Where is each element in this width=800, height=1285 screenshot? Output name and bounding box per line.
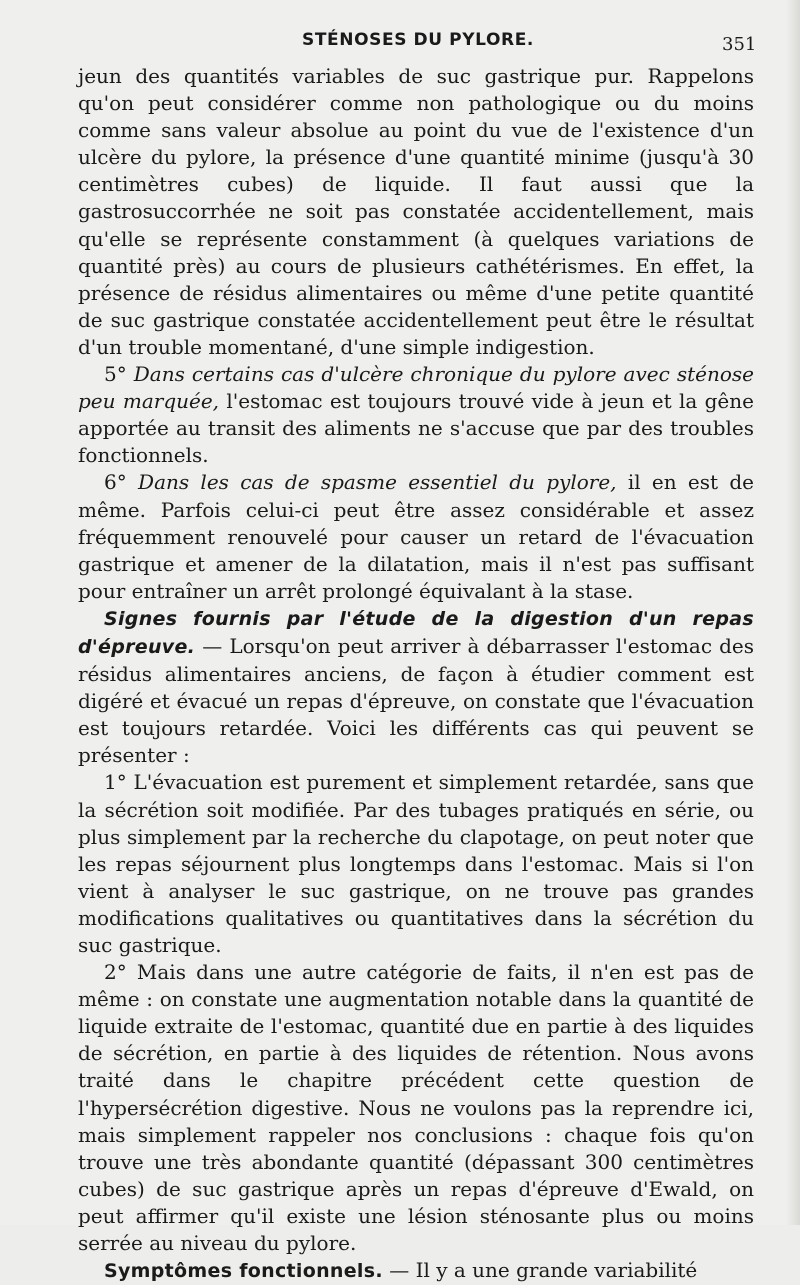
page-number: 351: [722, 34, 757, 55]
paragraph-section-signes: [78, 605, 754, 770]
item-italic-lead: Dans les cas de spasme essentiel du pylore,: [138, 470, 617, 495]
paragraph-text: l'estomac est toujours trouvé vide à jeun et la gêne apportée au transit des aliments ne s'accuse que par des troubles fonctionnels.: [78, 389, 754, 468]
paragraph-item-5: [78, 361, 754, 469]
paragraph-section-symptomes: [78, 1257, 754, 1285]
item-number: 5°: [104, 362, 134, 387]
paragraph-text: — Il y a une grande variabilité: [382, 1258, 698, 1283]
running-title: STÉNOSES DU PYLORE.: [302, 30, 534, 50]
item-number: 2°: [104, 960, 137, 985]
paragraph-item-2: [78, 959, 754, 1257]
page-header: [0, 28, 800, 56]
paragraph-text: il en est de même. Parfois celui-ci peut être assez considérable et assez fréquemment renouvelé pour causer un retard de l'évacuation gastrique et amener de la dilatation, mais il n'est pas suffisant pour entraîner un arrêt prolongé équivalant à la stase.: [78, 470, 755, 603]
paragraph-item-6: [78, 469, 754, 604]
paragraph-text: jeun des quantités variables de suc gastrique pur. Rappelons qu'on peut considérer comme non pathologique ou du moins comme sans valeur absolue au point du vue de l'existence d'un ulcère du pylore, la présence d'une quantité minime (jusqu'à 30 centimètres cubes) de liquide. Il faut aussi que la gastrosuccorrhée ne soit pas constatée accidentellement, mais qu'elle se représente constamment (à quelques variations de quantité près) au cours de plusieurs cathétérismes. En effet, la présence de résidus alimentaires ou même d'une petite quantité de suc gastrique constatée accidentellement peut être le résultat d'un trouble momentané, d'une simple indigestion.: [78, 64, 754, 359]
item-number: 1°: [104, 770, 134, 795]
item-italic-lead: Dans certains cas d'ulcère chronique du pylore avec sténose peu marquée,: [78, 362, 754, 414]
paragraph-item-1: [78, 769, 754, 959]
paragraph-text: L'évacuation est purement et simplement retardée, sans que la sécrétion soit modifiée. Par des tubages pratiqués en série, ou plus simplement par la recherche du clapotage, on peut noter que les repas séjournent plus longtemps dans l'estomac. Mais si l'on vient à analyser le suc gastrique, on ne trouve pas grandes modifications qualitatives ou quantitatives dans la sécrétion du suc gastrique.: [78, 770, 754, 957]
body-text: [78, 63, 754, 1285]
paragraph-continuation: [78, 63, 754, 361]
section-heading: Signes fournis par l'étude de la digestion d'un repas d'épreuve.: [78, 607, 754, 658]
paragraph-text: Mais dans une autre catégorie de faits, il n'en est pas de même : on constate une augmentation notable dans la quantité de liquide extraite de l'estomac, quantité due en partie à des liquides de sécrétion, en partie à des liquides de rétention. Nous avons traité dans le chapitre précédent cette question de l'hypersécrétion digestive. Nous ne voulons pas la reprendre ici, mais simplement rappeler nos conclusions : chaque fois qu'on trouve une très abondante quantité (dépassant 300 centimètres cubes) de suc gastrique après un repas d'épreuve d'Ewald, on peut affirmer qu'il existe une lésion sténosante plus ou moins serrée au niveau du pylore.: [78, 960, 754, 1256]
paragraph-text: — Lorsqu'on peut arriver à débarrasser l'estomac des résidus alimentaires anciens, de façon à étudier comment est digéré et évacué un repas d'épreuve, on constate que l'évacuation est toujours retardée. Voici les différents cas qui peuvent se présenter :: [78, 633, 754, 768]
item-number: 6°: [104, 470, 139, 495]
section-heading: Symptômes fonctionnels.: [104, 1260, 383, 1283]
